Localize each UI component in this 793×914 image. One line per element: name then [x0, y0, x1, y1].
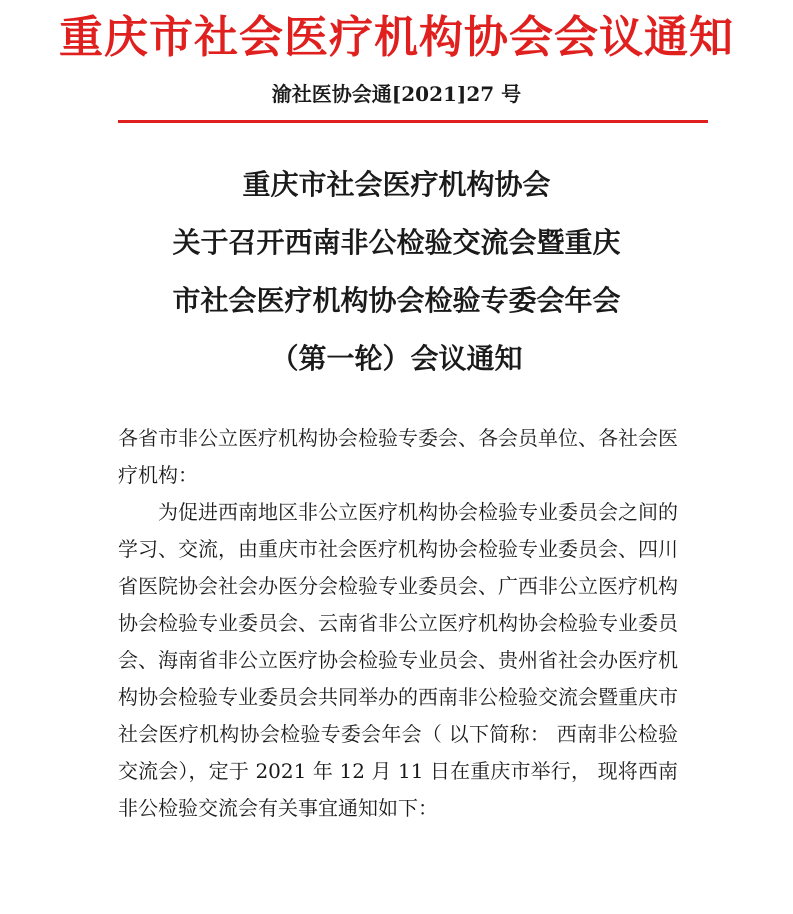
title-line-4: （第一轮）会议通知 — [270, 342, 523, 375]
notice-body — [118, 420, 678, 827]
salutation: 各省市非公立医疗机构协会检验专委会、各会员单位、各社会医疗机构： — [118, 426, 678, 487]
title-line-3: 市社会医疗机构协会检验专委会年会 — [172, 284, 621, 317]
org-notice-heading: 重庆市社会医疗机构协会会议通知 — [59, 12, 734, 63]
document-number: 渝社医协会通[2021]27 号 — [271, 82, 522, 106]
body-paragraph: 为促进西南地区非公立医疗机构协会检验专业委员会之间的学习、交流，由重庆市社会医疗机构协会检验专业委员会、四川省医院协会社会办医分会检验专业委员会、广西非公立医疗机构协会检验专业委员会、云南省非公立医疗机构协会检验专业委员会、海南省非公立医疗协会检验专业员会、贵州省社会办医疗机构协会检验专业委员会共同举办的西南非公检验交流会暨重庆市社会医疗机构协会检验专委会年会（ 以下简称： 西南非公检验交流会），定于 2021 年 12 月 11 日在重庆市举行， 现将西南非公检验交流会有关事宜通知如下： — [118, 500, 678, 820]
title-line-1: 重庆市社会医疗机构协会 — [242, 168, 551, 201]
title-line-2: 关于召开西南非公检验交流会暨重庆 — [172, 226, 621, 259]
notice-title — [0, 156, 793, 388]
red-divider-line — [118, 120, 708, 123]
